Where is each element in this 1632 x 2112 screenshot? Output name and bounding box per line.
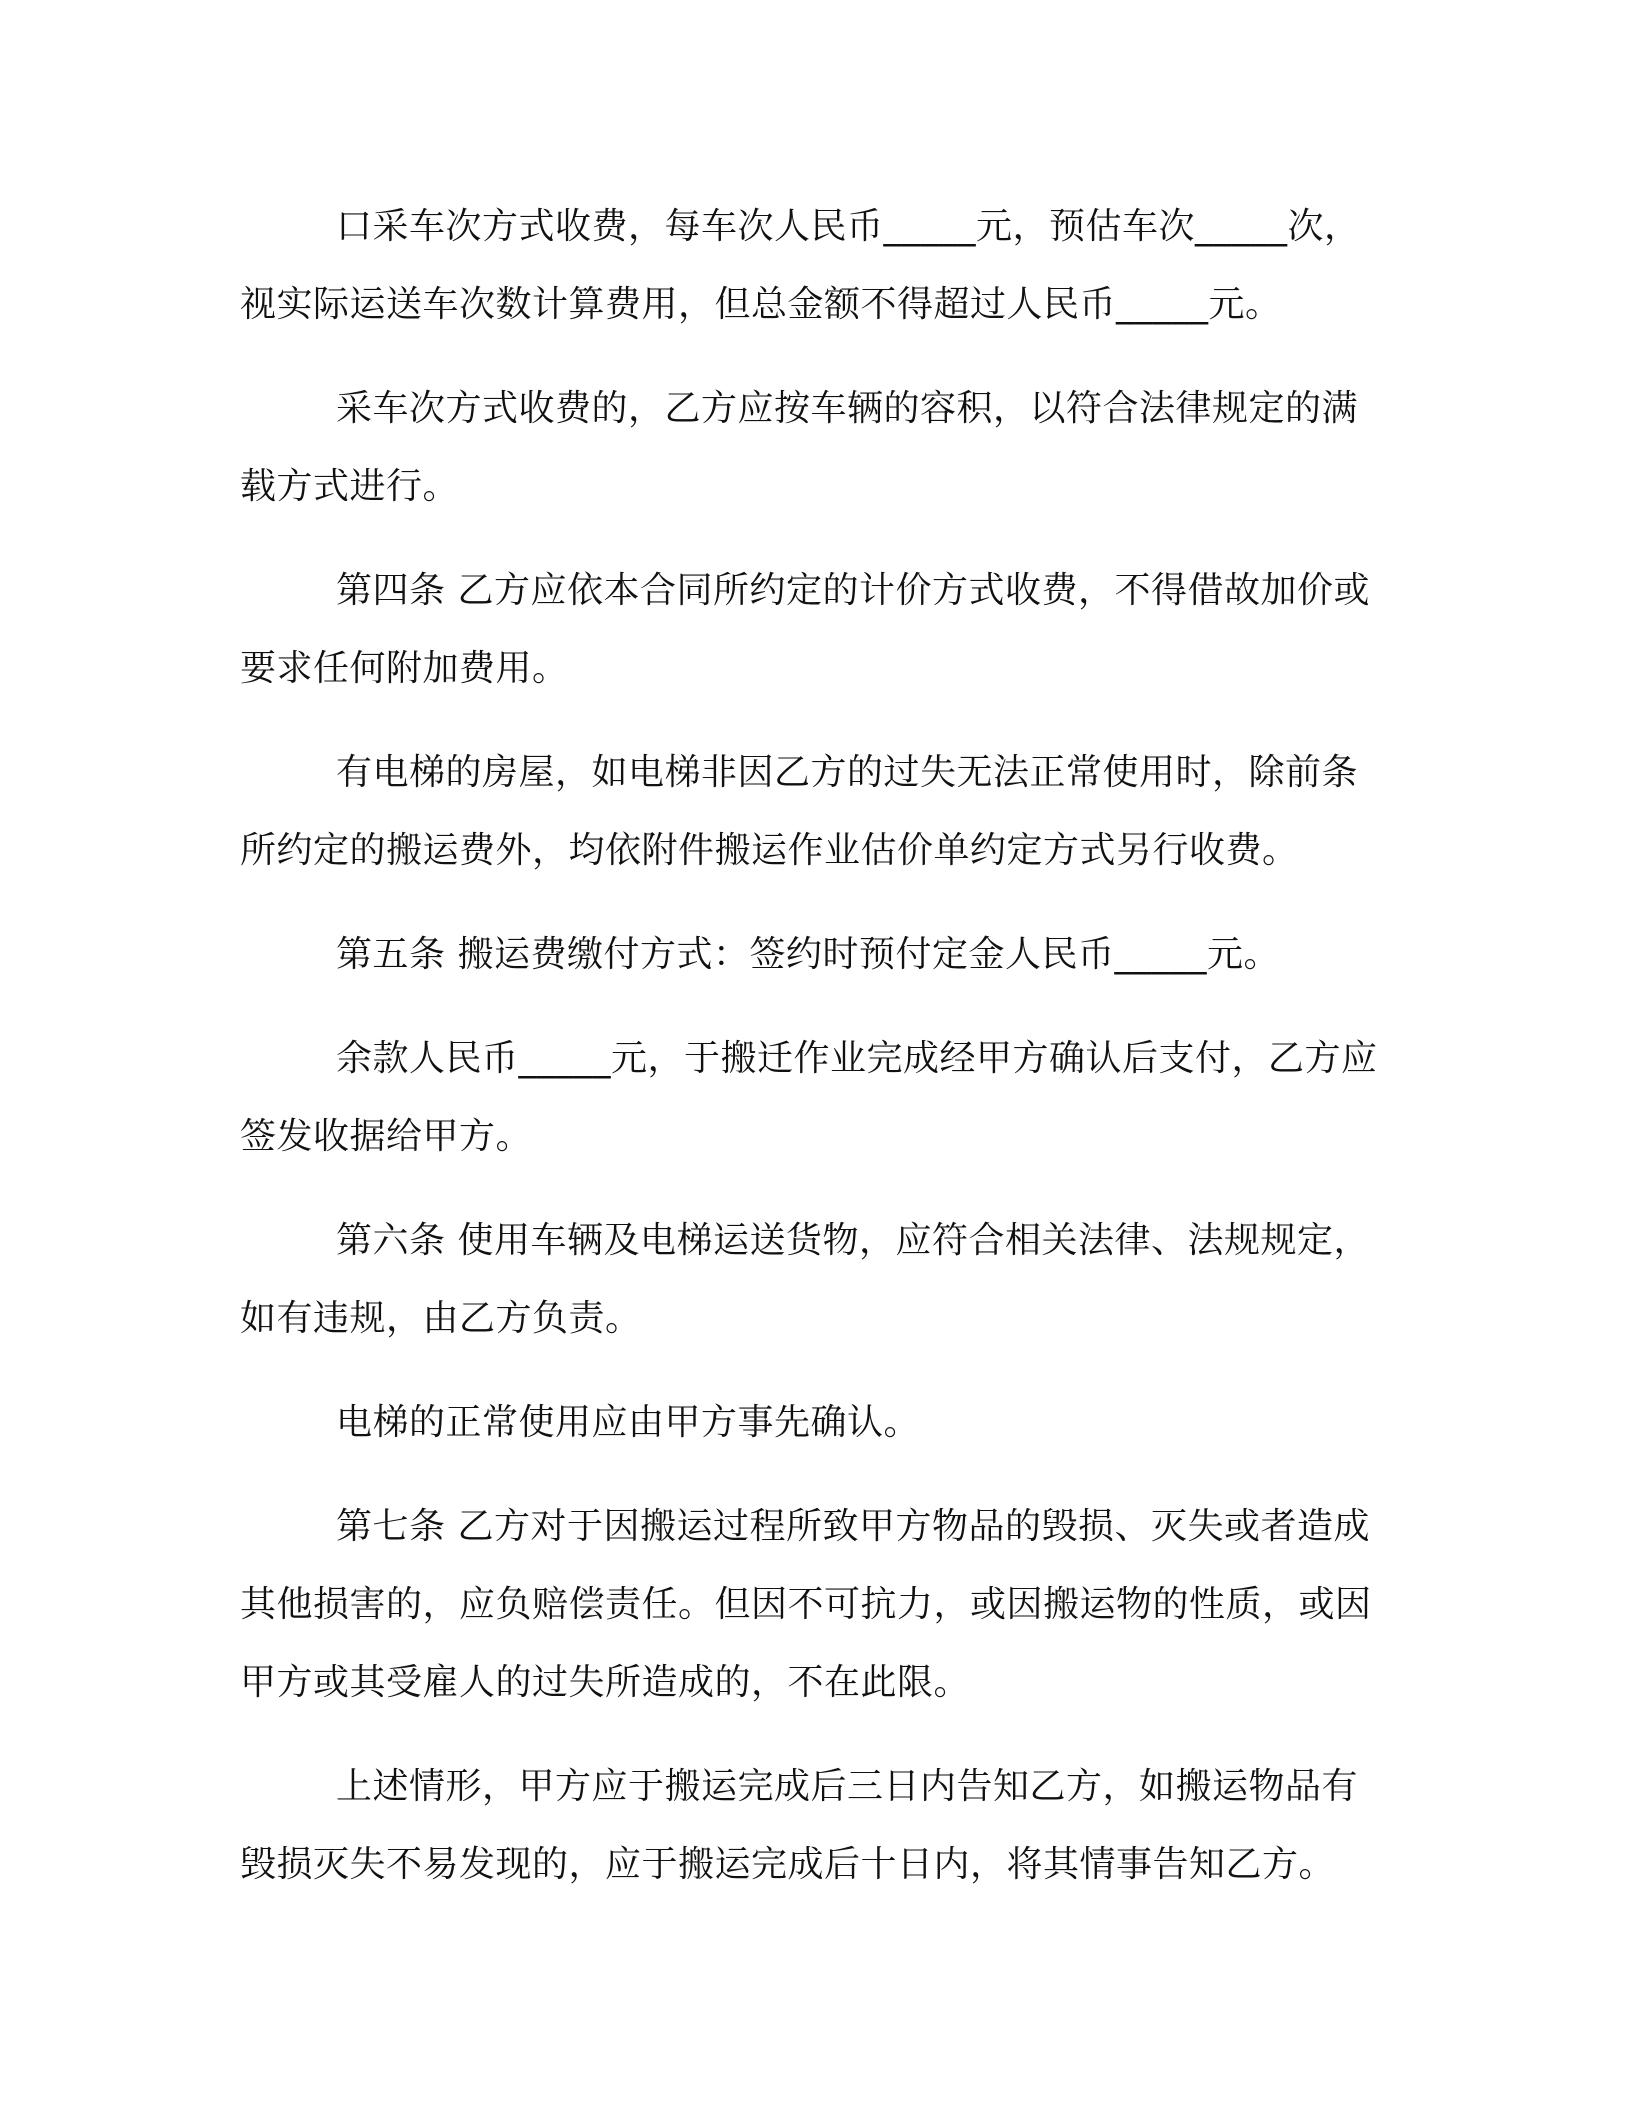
paragraph-article-5: 第五条 搬运费缴付方式：签约时预付定金人民币_____元。 (336, 934, 1280, 975)
document-body (240, 188, 1390, 1904)
paragraph-per-trip-fee: 口采车次方式收费，每车次人民币_____元，预估车次_____次，视实际运送车次数计算费用，但总金额不得超过人民币_____元。 (240, 206, 1361, 325)
paragraph-elevator-fee: 有电梯的房屋，如电梯非因乙方的过失无法正常使用时，除前条所约定的搬运费外，均依附件搬运作业估价单约定方式另行收费。 (240, 752, 1359, 871)
paragraph-article-4: 第四条 乙方应依本合同所约定的计价方式收费，不得借故加价或要求任何附加费用。 (240, 570, 1370, 689)
paragraph-balance-payment: 余款人民币_____元，于搬迁作业完成经甲方确认后支付，乙方应签发收据给甲方。 (240, 1038, 1378, 1157)
paragraph-full-load: 采车次方式收费的，乙方应按车辆的容积，以符合法律规定的满载方式进行。 (240, 388, 1359, 507)
paragraph-article-7: 第七条 乙方对于因搬运过程所致甲方物品的毁损、灭失或者造成其他损害的，应负赔偿责任。但因不可抗力，或因搬运物的性质，或因甲方或其受雇人的过失所造成的，不在此限。 (240, 1506, 1372, 1703)
paragraph-elevator-confirmation: 电梯的正常使用应由甲方事先确认。 (336, 1402, 921, 1443)
paragraph-article-6: 第六条 使用车辆及电梯运送货物，应符合相关法律、法规规定，如有违规，由乙方负责。 (240, 1220, 1370, 1339)
paragraph-notification: 上述情形，甲方应于搬运完成后三日内告知乙方，如搬运物品有毁损灭失不易发现的，应于搬运完成后十日内，将其情事告知乙方。 (240, 1766, 1359, 1885)
